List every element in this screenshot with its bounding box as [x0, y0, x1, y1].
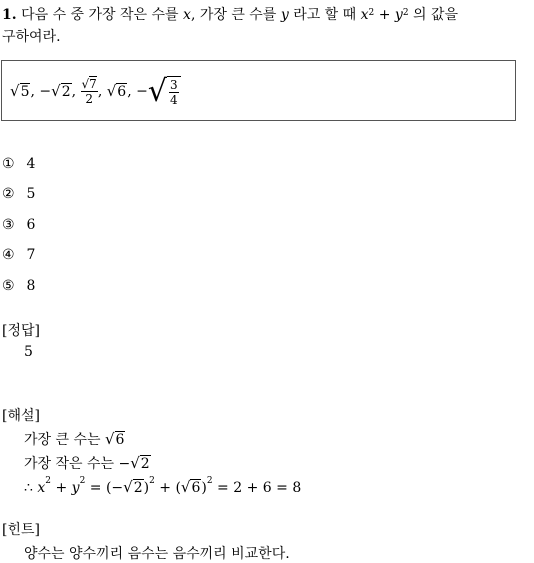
var-x: x [183, 7, 191, 23]
explanation-label: [해설] [2, 408, 40, 424]
answer-value: 5 [24, 344, 33, 360]
sqrt-6: √6 [106, 81, 127, 100]
neg-sqrt-2: √2 [51, 81, 71, 100]
choice-3[interactable]: ③ 6 [2, 217, 36, 233]
question-formula: $x^2 + y^2$ [360, 7, 409, 23]
number-list-box [1, 60, 516, 121]
question-text-4: 의 값을 [413, 7, 459, 23]
neg-sqrt-3-over-4: √ $\frac{3}{4}$ [148, 74, 181, 109]
choice-1[interactable]: ① 4 [2, 156, 36, 172]
var-y: y [280, 7, 289, 23]
choice-5[interactable]: ⑤ 8 [2, 278, 36, 294]
number-list: √5, −√2, $\frac{√7}{2}$ , √6, −√ $\frac{3}{4}$ [10, 74, 181, 109]
question-number: 1. [2, 7, 17, 23]
choice-4[interactable]: ④ 7 [2, 247, 36, 263]
explanation-line-2: 가장 작은 수는 −√2 [24, 454, 150, 472]
question-text-1: 다음 수 중 가장 작은 수를 [21, 7, 179, 23]
sqrt-5: √5 [10, 81, 30, 100]
explanation-line-1: 가장 큰 수는 √6 [24, 430, 125, 448]
answer-label: [정답] [2, 323, 40, 339]
sqrt7-over-2: $\frac{√7}{2}$ [81, 77, 97, 106]
hint-text: 양수는 양수끼리 음수는 음수끼리 비교한다. [24, 546, 290, 562]
question-text-2: , 가장 큰 수를 [190, 7, 277, 23]
question-line-2: 구하여라. [2, 29, 61, 45]
question-text-3: 라고 할 때 [293, 7, 357, 23]
choice-2[interactable]: ② 5 [2, 186, 36, 202]
question-line-1 [2, 4, 458, 26]
explanation-line-3: ∴ $x^2 + y^2 = (-√2)^2 + (√6)^2 = 2 + 6 = 8$ [24, 476, 302, 496]
hint-label: [힌트] [2, 522, 40, 538]
